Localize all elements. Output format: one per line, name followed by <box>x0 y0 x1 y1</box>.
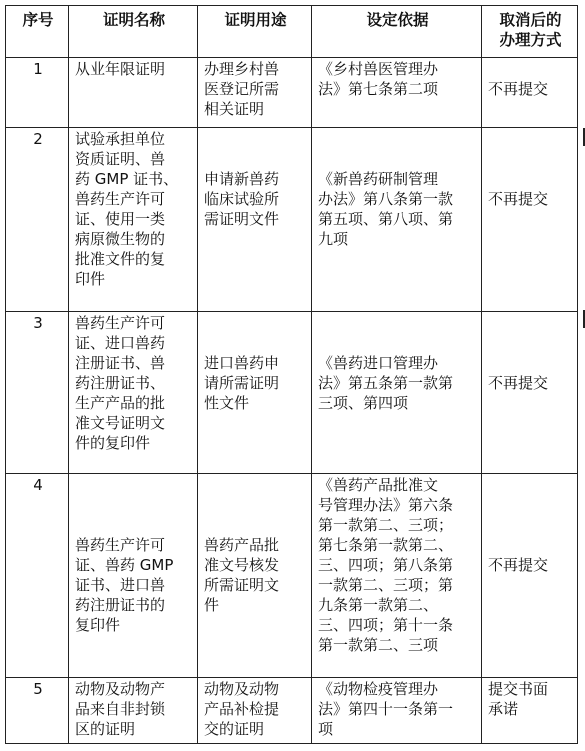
row-use: 办理乡村兽 医登记所需 相关证明 <box>198 58 312 128</box>
row-name: 试验承担单位 资质证明、兽 药 GMP 证书、 兽药生产许可 证、使用一类 病原微生物的 批准文件的复 印件 <box>69 128 198 312</box>
row-index: 1 <box>6 58 69 128</box>
row-use: 动物及动物 产品补检提 交的证明 <box>198 678 312 744</box>
row-method: 不再提交 <box>482 58 578 128</box>
header-cell-use: 证明用途 <box>198 6 312 58</box>
row-use: 兽药产品批 准文号核发 所需证明文 件 <box>198 474 312 678</box>
certificate-table <box>5 5 578 744</box>
table-row <box>6 128 578 312</box>
table-row <box>6 678 578 744</box>
row-basis: 《兽药进口管理办 法》第五条第一款第 三项、第四项 <box>312 312 482 474</box>
row-basis: 《兽药产品批准文 号管理办法》第六条 第一款第二、三项； 第七条第一款第二、 三、四项；第八条第 一款第二、三项；第 九条第一款第二、 三、四项；第十一条 第一款第二、三项 <box>312 474 482 678</box>
row-name: 兽药生产许可 证、兽药 GMP 证书、进口兽 药注册证书的 复印件 <box>69 474 198 678</box>
row-method: 不再提交 <box>482 312 578 474</box>
row-method: 不再提交 <box>482 128 578 312</box>
row-name: 从业年限证明 <box>69 58 198 128</box>
header-cell-name: 证明名称 <box>69 6 198 58</box>
row-name: 动物及动物产 品来自非封锁 区的证明 <box>69 678 198 744</box>
row-index: 2 <box>6 128 69 312</box>
header-cell-method: 取消后的 办理方式 <box>482 6 578 58</box>
header-cell-index: 序号 <box>6 6 69 58</box>
header-cell-basis: 设定依据 <box>312 6 482 58</box>
row-index: 4 <box>6 474 69 678</box>
row-basis: 《新兽药研制管理 办法》第八条第一款 第五项、第八项、第 九项 <box>312 128 482 312</box>
row-basis: 《动物检疫管理办 法》第四十一条第一 项 <box>312 678 482 744</box>
row-use: 申请新兽药 临床试验所 需证明文件 <box>198 128 312 312</box>
table-row <box>6 312 578 474</box>
row-method: 提交书面 承诺 <box>482 678 578 744</box>
row-name: 兽药生产许可 证、进口兽药 注册证书、兽 药注册证书、 生产产品的批 准文号证明文 件的复印件 <box>69 312 198 474</box>
row-index: 3 <box>6 312 69 474</box>
row-basis: 《乡村兽医管理办 法》第七条第二项 <box>312 58 482 128</box>
row-index: 5 <box>6 678 69 744</box>
table-header-row <box>6 6 578 58</box>
table-row <box>6 58 578 128</box>
table-row <box>6 474 578 678</box>
row-method: 不再提交 <box>482 474 578 678</box>
row-use: 进口兽药申 请所需证明 性文件 <box>198 312 312 474</box>
